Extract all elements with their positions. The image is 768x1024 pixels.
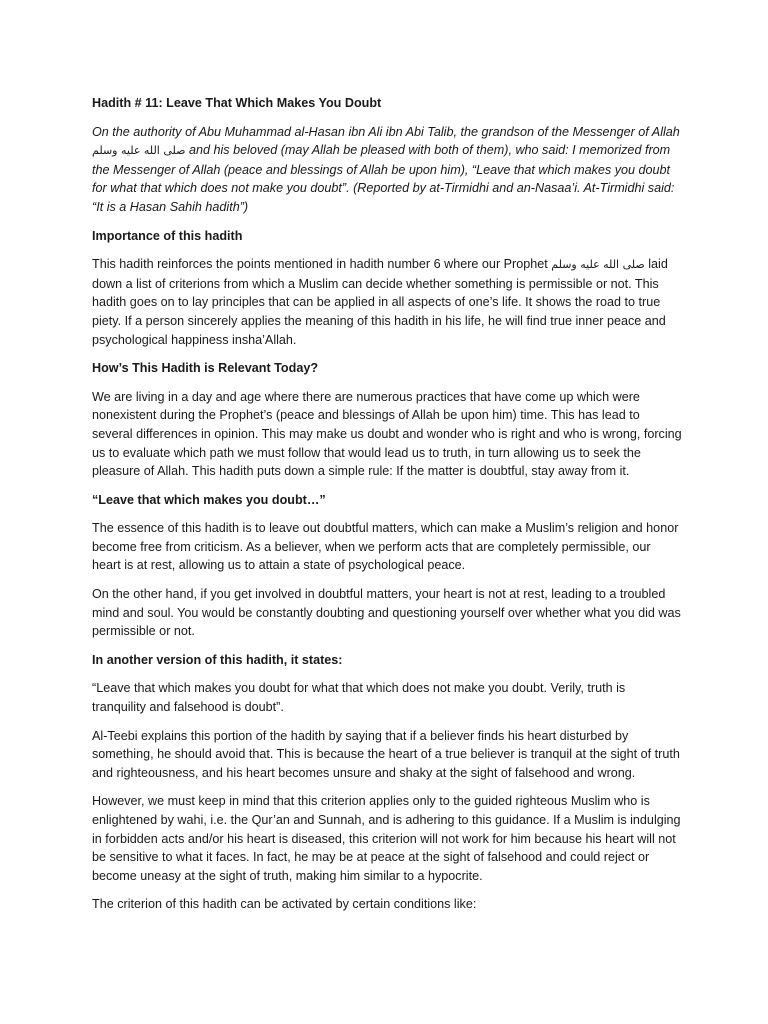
importance-heading: Importance of this hadith — [92, 228, 243, 243]
document-page — [92, 94, 682, 924]
relevance-paragraph: We are living in a day and age where there are numerous practices that have come up which were nonexistent during the Prophet’s (peace and blessings of Allah be upon him) time. This has lead to several differences in opinion. This may make us doubt and wonder who is right and who is wrong, forcing us to evaluate which path we must follow that would lead us to truth, in turn allowing us to seek the pleasure of Allah. This hadith puts down a simple rule: If the matter is doubtful, stay away from it. — [92, 389, 682, 479]
importance-text-2: laid down a list of criterions from which a Muslim can decide whether something is permissible or not. This hadith goes on to lay principles that can be applied in all aspects of one’s life. It shows the road to true piety. If a person sincerely applies the meaning of this hadith in his life, he will find true inner peace and psychological happiness insha’Allah. — [92, 257, 668, 347]
teebi-paragraph: Al-Teebi explains this portion of the hadith by saying that if a believer finds his heart disturbed by something, he should avoid that. This is because the heart of a true believer is tranquil at the sight of truth and righteousness, and his heart becomes unsure and shaky at the sight of falsehood and wrong. — [92, 728, 680, 780]
however-paragraph: However, we must keep in mind that this criterion applies only to the guided righteous Muslim who is enlightened by wahi, i.e. the Qur’an and Sunnah, and is adhering to this guidance. If a Muslim is indulging in forbidden acts and/or his heart is diseased, this criterion will not work for him because his heart will not be sensitive to what it faces. In fact, he may be at peace at the sight of falsehood and could reject or become uneasy at the sight of truth, making him similar to a hypocrite. — [92, 794, 681, 883]
version-heading: In another version of this hadith, it states: — [92, 652, 343, 667]
narration-text-2: and his beloved (may Allah be pleased with both of them), who said: I memorized from the Messenger of Allah (peace and blessings of Allah be upon him), “Leave that which makes you doubt for what that which does not make you doubt”. (Reported by at-Tirmidhi and an-Nasaa’i. At-Tirmidhi said: “It is a Hasan Sahih hadith”) — [92, 143, 675, 214]
page-title: Hadith # 11: Leave That Which Makes You Doubt — [92, 96, 382, 110]
criterion-paragraph: The criterion of this hadith can be activated by certain conditions like: — [92, 897, 477, 912]
importance-paragraph — [92, 255, 682, 349]
narration-paragraph — [92, 123, 682, 217]
essence-paragraph: The essence of this hadith is to leave out doubtful matters, which can make a Muslim’s religion and honor become free from criticism. As a believer, when we perform acts that are completely permissible, our heart is at rest, allowing us to attain a state of psychological peace. — [92, 521, 679, 573]
other-hand-paragraph: On the other hand, if you get involved in doubtful matters, your heart is not at rest, leading to a troubled mind and soul. You would be constantly doubting and questioning yourself over whether what you did was permissible or not. — [92, 587, 681, 639]
arabic-salutation: صلى الله عليه وسلم — [551, 258, 645, 272]
version-quote-paragraph: “Leave that which makes you doubt for what that which does not make you doubt. Verily, truth is tranquility and falsehood is doubt”. — [92, 681, 626, 715]
narration-text-1: On the authority of Abu Muhammad al-Hasan ibn Ali ibn Abi Talib, the grandson of the Messenger of Allah — [92, 124, 680, 139]
importance-text-1: This hadith reinforces the points mentioned in hadith number 6 where our Prophet — [92, 257, 552, 272]
arabic-salutation: صلى الله عليه وسلم — [92, 144, 186, 158]
relevance-heading: How’s This Hadith is Relevant Today? — [92, 361, 319, 376]
quote-heading: “Leave that which makes you doubt…” — [92, 492, 326, 507]
